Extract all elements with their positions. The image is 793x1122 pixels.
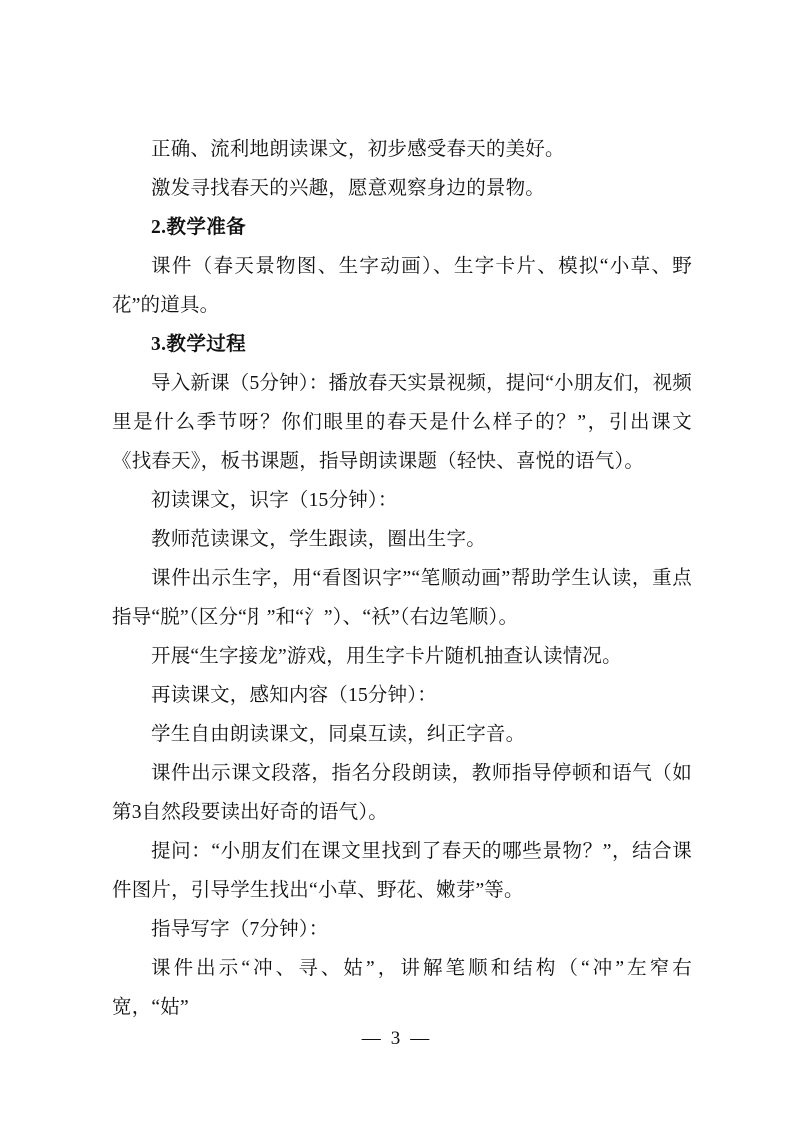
page-footer bbox=[0, 1028, 793, 1050]
section-heading-teaching-process: 3.教学过程 bbox=[151, 334, 247, 355]
paragraph: 再读课文，感知内容（15分钟）： bbox=[151, 685, 437, 706]
paragraph: 教师范读课文，学生跟读，圈出生字。 bbox=[151, 529, 486, 550]
footer-left-dash: — bbox=[361, 1028, 383, 1049]
paragraph: 课件出示“冲、寻、姑”，讲解笔顺和结构（“冲”左窄右宽，“姑” bbox=[112, 958, 692, 1018]
paragraph: 提问：“小朋友们在课文里找到了春天的哪些景物？”，结合课件图片，引导学生找出“小草、野花、嫩芽”等。 bbox=[112, 841, 692, 901]
paragraph: 导入新课（5分钟）：播放春天实景视频，提问“小朋友们，视频里是什么季节呀？你们眼里的春天是什么样子的？”，引出课文《找春天》，板书课题，指导朗读课题（轻快、喜悦的语气）。 bbox=[112, 373, 692, 472]
paragraph: 激发寻找春天的兴趣，愿意观察身边的景物。 bbox=[151, 178, 546, 199]
section-heading-teaching-preparation: 2.教学准备 bbox=[151, 217, 247, 238]
paragraph: 正确、流利地朗读课文，初步感受春天的美好。 bbox=[151, 139, 565, 160]
document-body bbox=[112, 130, 692, 1027]
paragraph: 初读课文，识字（15分钟）： bbox=[151, 490, 398, 511]
paragraph: 学生自由朗读课文，同桌互读，纠正字音。 bbox=[151, 724, 526, 745]
paragraph: 课件出示生字，用“看图识字”“笔顺动画”帮助学生认读，重点指导“脱”（区分“⺼”和“氵”）、“袄”（右边笔顺）。 bbox=[112, 568, 692, 628]
footer-right-dash: — bbox=[410, 1028, 432, 1049]
paragraph: 课件（春天景物图、生字动画）、生字卡片、模拟“小草、野花”的道具。 bbox=[112, 256, 692, 316]
paragraph: 课件出示课文段落，指名分段朗读，教师指导停顿和语气（如第3自然段要读出好奇的语气）。 bbox=[112, 763, 692, 823]
paragraph: 指导写字（7分钟）： bbox=[151, 919, 329, 940]
page-number: 3 bbox=[390, 1028, 403, 1049]
paragraph: 开展“生字接龙”游戏，用生字卡片随机抽查认读情况。 bbox=[151, 646, 622, 667]
